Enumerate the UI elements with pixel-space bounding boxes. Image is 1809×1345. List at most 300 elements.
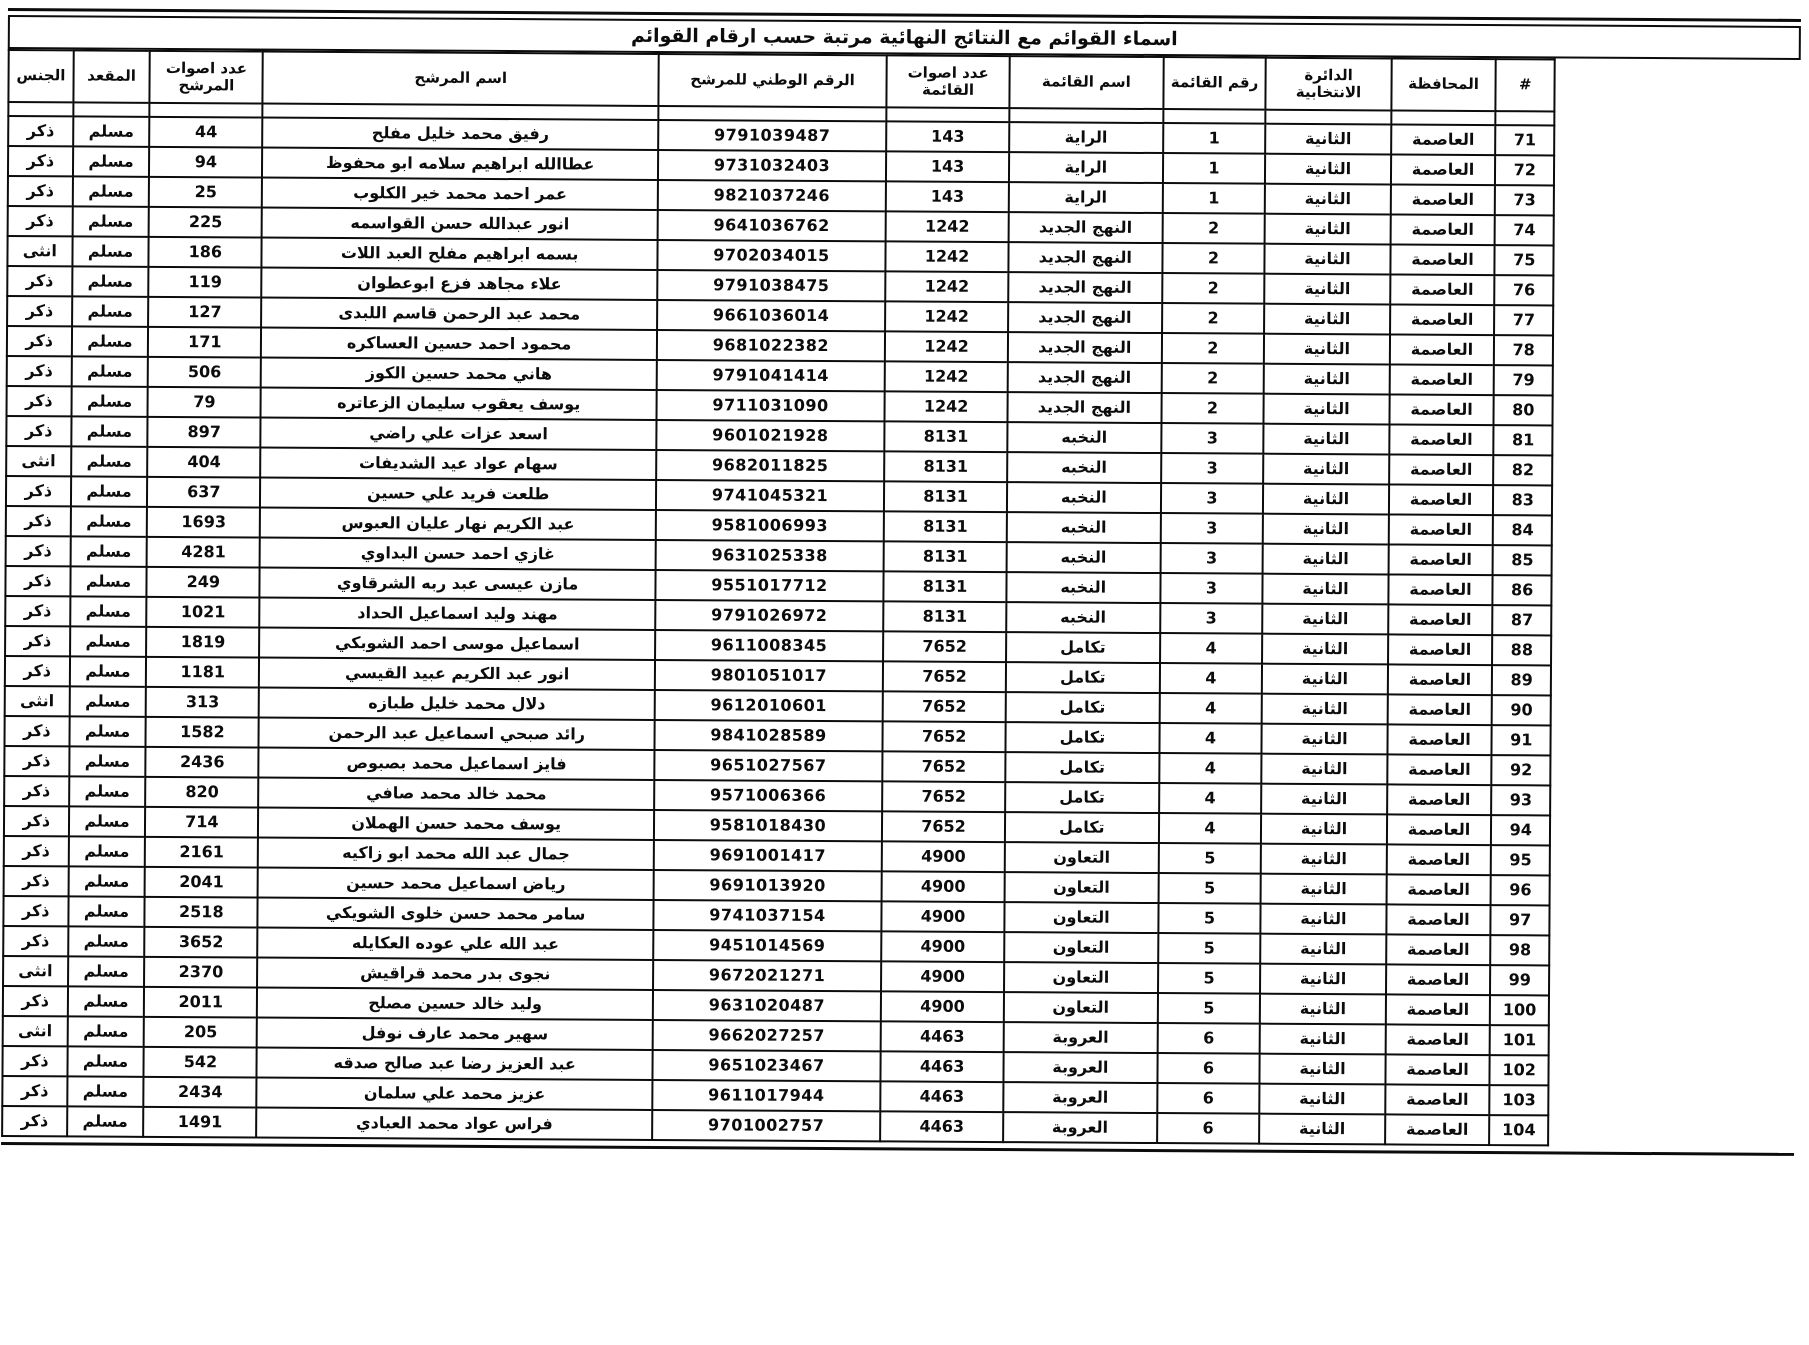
cell-national_id: 9682011825	[656, 450, 884, 481]
results-body	[2, 102, 1554, 1145]
cell-candidate: رائد صبحي اسماعيل عبد الرحمن	[259, 717, 655, 749]
cell-seat: مسلم	[70, 536, 147, 566]
cell-num: 102	[1490, 1055, 1549, 1085]
cell-national_id: 9801051017	[655, 660, 883, 691]
cell-governorate: العاصمة	[1385, 994, 1490, 1025]
cell-votes: 714	[145, 807, 258, 838]
cell-candidate: طلعت فريد علي حسين	[260, 477, 656, 509]
cell-gender: ذكر	[5, 656, 70, 686]
cell-district: الثانية	[1261, 813, 1386, 844]
cell-district: الثانية	[1260, 1083, 1385, 1114]
cell-governorate: العاصمة	[1388, 544, 1493, 575]
cell-list_votes: 4463	[881, 1021, 1004, 1052]
cell-district: الثانية	[1262, 663, 1387, 694]
cell-list_name: النهج الجديد	[1009, 212, 1163, 243]
cell-num: 84	[1493, 515, 1552, 545]
cell-num: 79	[1494, 365, 1553, 395]
cell-national_id: 9451014569	[653, 930, 881, 961]
cell-district: الثانية	[1264, 303, 1389, 334]
cell-num: 98	[1491, 935, 1550, 965]
cell-district: الثانية	[1261, 873, 1386, 904]
cell-seat: مسلم	[72, 176, 149, 206]
cell-votes: 119	[149, 267, 262, 298]
cell-votes: 2161	[145, 837, 258, 868]
cell-num: 93	[1492, 785, 1551, 815]
cell-candidate: عبد الله علي عوده العكايله	[258, 927, 654, 959]
cell-gender: ذكر	[6, 476, 71, 506]
cell-list_votes: 7652	[882, 721, 1005, 752]
cell-list_no: 3	[1161, 453, 1264, 484]
cell-list_no: 3	[1160, 543, 1263, 574]
cell-national_id: 9791038475	[657, 270, 885, 301]
cell-candidate: عزيز محمد علي سلمان	[257, 1077, 653, 1109]
cell-national_id: 9841028589	[654, 720, 882, 751]
cell-list_name: العروبة	[1003, 1082, 1157, 1113]
cell-seat: مسلم	[69, 686, 146, 716]
cell-candidate: وليد خالد حسين مصلح	[257, 987, 653, 1019]
cell-votes: 1582	[146, 717, 259, 748]
cell-list_name: الراية	[1009, 122, 1163, 153]
cell-votes: 171	[148, 327, 261, 358]
cell-seat: مسلم	[67, 1076, 144, 1106]
cell-votes: 44	[150, 117, 263, 148]
cell-list_votes: 4900	[882, 871, 1005, 902]
cell-votes: 94	[149, 147, 262, 178]
cell-votes: 2041	[145, 867, 258, 898]
cell-district: الثانية	[1260, 963, 1385, 994]
cell-list_no: 3	[1160, 573, 1263, 604]
cell-governorate: العاصمة	[1387, 784, 1492, 815]
cell-seat: مسلم	[73, 146, 150, 176]
cell-governorate: العاصمة	[1385, 1054, 1490, 1085]
cell-list_no: 3	[1160, 513, 1263, 544]
cell-governorate: العاصمة	[1388, 484, 1493, 515]
cell-list_votes: 7652	[882, 751, 1005, 782]
cell-list_votes: 1242	[885, 331, 1008, 362]
column-header-list-no: رقم القائمة	[1163, 57, 1266, 110]
cell-gender: ذكر	[5, 626, 70, 656]
cell-list_votes: 1242	[886, 211, 1009, 242]
cell-list_name: الراية	[1009, 182, 1163, 213]
cell-governorate: العاصمة	[1390, 184, 1495, 215]
cell-seat: مسلم	[67, 1016, 144, 1046]
cell-votes: 127	[148, 297, 261, 328]
cell-list_no: 5	[1158, 903, 1261, 934]
cell-votes: 2518	[145, 897, 258, 928]
cell-national_id: 9821037246	[658, 180, 886, 211]
cell-list_name: العروبة	[1004, 1052, 1158, 1083]
cell-candidate: علاء مجاهد فزع ابوعطوان	[262, 267, 658, 299]
cell-national_id: 9611017944	[652, 1080, 880, 1111]
cell-governorate: العاصمة	[1388, 634, 1493, 665]
cell-list_name: تكامل	[1006, 692, 1160, 723]
cell-num: 100	[1490, 995, 1549, 1025]
cell-votes: 2434	[144, 1077, 257, 1108]
cell-candidate: رفيق محمد خليل مفلح	[263, 117, 659, 149]
cell-seat: مسلم	[69, 776, 146, 806]
cell-list_name: النخبه	[1007, 482, 1161, 513]
cell-candidate: هاني محمد حسين الكوز	[261, 357, 657, 389]
cell-national_id: 9631025338	[656, 540, 884, 571]
scanned-page	[1, 8, 1801, 1156]
column-header-list-name: اسم القائمة	[1010, 56, 1164, 109]
cell-national_id: 9651027567	[654, 750, 882, 781]
cell-list_votes: 1242	[885, 271, 1008, 302]
cell-num: 77	[1495, 305, 1554, 335]
cell-list_name: النهج الجديد	[1009, 242, 1163, 273]
cell-votes: 1819	[146, 627, 259, 658]
cell-national_id: 9672021271	[653, 960, 881, 991]
cell-seat: مسلم	[70, 566, 147, 596]
cell-governorate: العاصمة	[1386, 844, 1491, 875]
cell-list_no: 6	[1157, 1023, 1260, 1054]
cell-national_id: 9791026972	[655, 600, 883, 631]
cell-seat: مسلم	[70, 656, 147, 686]
cell-gender: ذكر	[3, 926, 68, 956]
cell-candidate: يوسف محمد حسن الهملان	[258, 807, 654, 839]
cell-gender: ذكر	[6, 536, 71, 566]
cell-district: الثانية	[1264, 333, 1389, 364]
cell-seat: مسلم	[71, 386, 148, 416]
cell-list_votes: 4900	[881, 991, 1004, 1022]
cell-gender: ذكر	[4, 746, 69, 776]
cell-seat: مسلم	[72, 206, 149, 236]
cell-seat: مسلم	[70, 626, 147, 656]
cell-candidate: فراس عواد محمد العبادي	[256, 1107, 652, 1139]
cell-gender: انثى	[6, 446, 71, 476]
cell-governorate: العاصمة	[1387, 694, 1492, 725]
cell-gender: ذكر	[7, 356, 72, 386]
cell-list_votes: 4900	[881, 961, 1004, 992]
cell-district: الثانية	[1263, 543, 1388, 574]
cell-gender: انثى	[3, 1016, 68, 1046]
cell-list_name: النهج الجديد	[1008, 272, 1162, 303]
cell-district: الثانية	[1262, 723, 1387, 754]
cell-national_id: 9741037154	[653, 900, 881, 931]
cell-district: الثانية	[1263, 573, 1388, 604]
cell-seat: مسلم	[68, 956, 145, 986]
cell-district: الثانية	[1265, 213, 1390, 244]
cell-num: 90	[1492, 695, 1551, 725]
cell-num: 95	[1491, 845, 1550, 875]
cell-num: 101	[1490, 1025, 1549, 1055]
cell-district: الثانية	[1261, 933, 1386, 964]
cell-num: 82	[1494, 455, 1553, 485]
cell-national_id: 9791041414	[657, 360, 885, 391]
cell-national_id: 9691001417	[654, 840, 882, 871]
cell-district: الثانية	[1265, 153, 1390, 184]
cell-list_votes: 4900	[881, 931, 1004, 962]
spacer-cell	[1496, 111, 1555, 125]
cell-governorate: العاصمة	[1389, 454, 1494, 485]
cell-candidate: عبد العزيز رضا عبد صالح صدقه	[257, 1047, 653, 1079]
cell-candidate: جمال عبد الله محمد ابو زاكيه	[258, 837, 654, 869]
cell-seat: مسلم	[70, 506, 147, 536]
cell-seat: مسلم	[69, 716, 146, 746]
cell-national_id: 9741045321	[656, 480, 884, 511]
cell-district: الثانية	[1265, 243, 1390, 274]
cell-list_no: 1	[1162, 183, 1265, 214]
cell-national_id: 9662027257	[653, 1020, 881, 1051]
cell-gender: ذكر	[3, 986, 68, 1016]
cell-candidate: رياض اسماعيل محمد حسين	[258, 867, 654, 899]
header-row	[8, 50, 1554, 111]
cell-governorate: العاصمة	[1386, 904, 1491, 935]
cell-seat: مسلم	[67, 1106, 144, 1136]
cell-national_id: 9551017712	[655, 570, 883, 601]
cell-list_no: 6	[1157, 1083, 1260, 1114]
cell-list_votes: 8131	[884, 511, 1007, 542]
cell-candidate: نجوى بدر محمد قراقيش	[257, 957, 653, 989]
cell-list_no: 2	[1161, 333, 1264, 364]
cell-list_votes: 4463	[880, 1111, 1003, 1142]
cell-governorate: العاصمة	[1385, 1114, 1490, 1145]
cell-candidate: انور عبدالله حسن القواسمه	[262, 207, 658, 239]
cell-district: الثانية	[1265, 183, 1390, 214]
cell-gender: ذكر	[8, 116, 73, 146]
cell-seat: مسلم	[71, 476, 148, 506]
column-header-national-id: الرقم الوطني للمرشح	[658, 54, 886, 107]
cell-votes: 225	[149, 207, 262, 238]
cell-gender: ذكر	[8, 176, 73, 206]
cell-governorate: العاصمة	[1389, 424, 1494, 455]
cell-list_name: النخبه	[1007, 452, 1161, 483]
cell-list_name: التعاون	[1004, 902, 1158, 933]
cell-list_no: 3	[1160, 603, 1263, 634]
cell-governorate: العاصمة	[1391, 124, 1496, 155]
cell-governorate: العاصمة	[1389, 394, 1494, 425]
cell-national_id: 9571006366	[654, 780, 882, 811]
cell-district: الثانية	[1263, 483, 1388, 514]
cell-votes: 506	[148, 357, 261, 388]
cell-candidate: عمر احمد محمد خير الكلوب	[262, 177, 658, 209]
cell-candidate: سهام عواد عيد الشديفات	[261, 447, 657, 479]
cell-candidate: محمد عبد الرحمن قاسم اللبدى	[261, 297, 657, 329]
cell-governorate: العاصمة	[1389, 334, 1494, 365]
cell-gender: ذكر	[7, 266, 72, 296]
cell-num: 91	[1492, 725, 1551, 755]
cell-num: 76	[1495, 275, 1554, 305]
cell-candidate: عبد الكريم نهار عليان العبوس	[260, 507, 656, 539]
cell-seat: مسلم	[68, 866, 145, 896]
cell-seat: مسلم	[72, 236, 149, 266]
cell-national_id: 9681022382	[657, 330, 885, 361]
cell-votes: 404	[147, 447, 260, 478]
cell-votes: 637	[147, 477, 260, 508]
cell-governorate: العاصمة	[1390, 304, 1495, 335]
cell-num: 71	[1496, 125, 1555, 155]
cell-num: 87	[1493, 605, 1552, 635]
cell-district: الثانية	[1266, 123, 1391, 154]
cell-list_name: النهج الجديد	[1008, 302, 1162, 333]
cell-list_name: التعاون	[1005, 842, 1159, 873]
cell-list_no: 5	[1158, 873, 1261, 904]
cell-seat: مسلم	[71, 356, 148, 386]
cell-list_name: تكامل	[1005, 782, 1159, 813]
cell-candidate: دلال محمد خليل طبازه	[259, 687, 655, 719]
cell-num: 75	[1495, 245, 1554, 275]
cell-list_no: 4	[1159, 753, 1262, 784]
cell-votes: 2370	[144, 957, 257, 988]
cell-candidate: محمد خالد محمد صافي	[258, 777, 654, 809]
cell-num: 97	[1491, 905, 1550, 935]
cell-gender: ذكر	[6, 506, 71, 536]
cell-gender: انثى	[3, 956, 68, 986]
cell-list_no: 2	[1161, 393, 1264, 424]
column-header-district: الدائرة الانتخابية	[1266, 57, 1391, 110]
column-header-seat: المقعد	[73, 50, 150, 102]
cell-gender: ذكر	[5, 596, 70, 626]
cell-list_name: الراية	[1009, 152, 1163, 183]
cell-list_votes: 7652	[883, 631, 1006, 662]
cell-list_name: التعاون	[1004, 992, 1158, 1023]
cell-gender: ذكر	[2, 1076, 67, 1106]
cell-votes: 186	[149, 237, 262, 268]
cell-governorate: العاصمة	[1386, 874, 1491, 905]
cell-num: 74	[1495, 215, 1554, 245]
cell-national_id: 9651023467	[652, 1050, 880, 1081]
spacer-cell	[1009, 108, 1162, 123]
cell-district: الثانية	[1261, 843, 1386, 874]
cell-list_name: النخبه	[1007, 512, 1161, 543]
cell-list_votes: 1242	[885, 301, 1008, 332]
cell-governorate: العاصمة	[1388, 514, 1493, 545]
cell-list_name: النخبه	[1007, 542, 1161, 573]
spacer-cell	[73, 102, 150, 116]
cell-num: 73	[1495, 185, 1554, 215]
cell-list_name: التعاون	[1005, 872, 1159, 903]
cell-governorate: العاصمة	[1385, 1024, 1490, 1055]
cell-list_votes: 4900	[881, 901, 1004, 932]
cell-votes: 1693	[147, 507, 260, 538]
cell-candidate: سهير محمد عارف نوفل	[257, 1017, 653, 1049]
cell-list_no: 3	[1161, 423, 1264, 454]
cell-governorate: العاصمة	[1387, 664, 1492, 695]
cell-seat: مسلم	[71, 416, 148, 446]
cell-num: 89	[1492, 665, 1551, 695]
cell-votes: 3652	[145, 927, 258, 958]
cell-votes: 79	[148, 387, 261, 418]
cell-district: الثانية	[1263, 603, 1388, 634]
cell-list_no: 4	[1158, 813, 1261, 844]
cell-gender: ذكر	[8, 146, 73, 176]
cell-list_votes: 7652	[883, 661, 1006, 692]
cell-district: الثانية	[1261, 903, 1386, 934]
cell-list_votes: 4463	[880, 1051, 1003, 1082]
cell-votes: 313	[146, 687, 259, 718]
cell-district: الثانية	[1264, 423, 1389, 454]
cell-national_id: 9581018430	[654, 810, 882, 841]
cell-list_votes: 8131	[884, 541, 1007, 572]
cell-gender: انثى	[7, 236, 72, 266]
cell-list_name: تكامل	[1006, 632, 1160, 663]
cell-list_votes: 8131	[883, 571, 1006, 602]
cell-governorate: العاصمة	[1388, 604, 1493, 635]
cell-candidate: يوسف يعقوب سليمان الزعاتره	[261, 387, 657, 419]
cell-votes: 1181	[146, 657, 259, 688]
cell-governorate: العاصمة	[1390, 154, 1495, 185]
cell-list_name: النخبه	[1006, 602, 1160, 633]
spacer-cell	[1163, 109, 1266, 124]
cell-list_no: 1	[1162, 153, 1265, 184]
cell-gender: ذكر	[4, 836, 69, 866]
cell-seat: مسلم	[67, 1046, 144, 1076]
cell-list_name: تكامل	[1005, 812, 1159, 843]
cell-seat: مسلم	[68, 986, 145, 1016]
cell-list_no: 1	[1163, 123, 1266, 154]
cell-votes: 1021	[147, 597, 260, 628]
cell-list_votes: 8131	[884, 451, 1007, 482]
cell-seat: مسلم	[68, 836, 145, 866]
cell-list_no: 4	[1159, 783, 1262, 814]
cell-list_votes: 7652	[882, 781, 1005, 812]
column-header-gender: الجنس	[8, 50, 73, 102]
cell-votes: 820	[145, 777, 258, 808]
cell-national_id: 9631020487	[653, 990, 881, 1021]
cell-list_name: النخبه	[1007, 572, 1161, 603]
cell-national_id: 9691013920	[654, 870, 882, 901]
column-header-num: #	[1496, 59, 1555, 111]
cell-list_votes: 4900	[882, 841, 1005, 872]
cell-list_votes: 143	[886, 121, 1009, 152]
cell-governorate: العاصمة	[1385, 1084, 1490, 1115]
cell-candidate: اسعد عزات علي راضي	[261, 417, 657, 449]
cell-candidate: مازن عيسى عبد ربه الشرقاوي	[260, 567, 656, 599]
cell-list_name: تكامل	[1005, 752, 1159, 783]
cell-votes: 2436	[146, 747, 259, 778]
cell-district: الثانية	[1260, 993, 1385, 1024]
cell-list_no: 2	[1162, 273, 1265, 304]
cell-candidate: غازي احمد حسن البداوي	[260, 537, 656, 569]
cell-national_id: 9791039487	[658, 120, 886, 151]
cell-num: 99	[1490, 965, 1549, 995]
cell-governorate: العاصمة	[1390, 214, 1495, 245]
cell-gender: ذكر	[3, 896, 68, 926]
cell-num: 94	[1491, 815, 1550, 845]
cell-national_id: 9731032403	[658, 150, 886, 181]
cell-list_no: 5	[1157, 993, 1260, 1024]
cell-seat: مسلم	[72, 266, 149, 296]
cell-list_name: النهج الجديد	[1008, 362, 1162, 393]
cell-district: الثانية	[1262, 633, 1387, 664]
cell-list_votes: 8131	[884, 481, 1007, 512]
cell-district: الثانية	[1260, 1113, 1385, 1144]
cell-district: الثانية	[1260, 1053, 1385, 1084]
cell-candidate: عطاالله ابراهيم سلامه ابو محفوظ	[262, 147, 658, 179]
cell-gender: ذكر	[7, 386, 72, 416]
cell-seat: مسلم	[72, 326, 149, 356]
cell-seat: مسلم	[68, 926, 145, 956]
cell-list_name: النهج الجديد	[1008, 332, 1162, 363]
cell-num: 72	[1495, 155, 1554, 185]
results-table	[1, 49, 1556, 1146]
cell-num: 104	[1490, 1115, 1549, 1145]
cell-num: 78	[1494, 335, 1553, 365]
cell-list_votes: 1242	[885, 361, 1008, 392]
cell-num: 83	[1493, 485, 1552, 515]
column-header-governorate: المحافظة	[1391, 58, 1496, 111]
cell-seat: مسلم	[73, 116, 150, 146]
cell-seat: مسلم	[72, 296, 149, 326]
cell-votes: 4281	[147, 537, 260, 568]
cell-list_no: 4	[1159, 693, 1262, 724]
cell-num: 96	[1491, 875, 1550, 905]
cell-governorate: العاصمة	[1386, 814, 1491, 845]
cell-num: 81	[1494, 425, 1553, 455]
cell-list_name: تكامل	[1006, 662, 1160, 693]
cell-list_no: 2	[1162, 303, 1265, 334]
spacer-cell	[8, 102, 73, 116]
